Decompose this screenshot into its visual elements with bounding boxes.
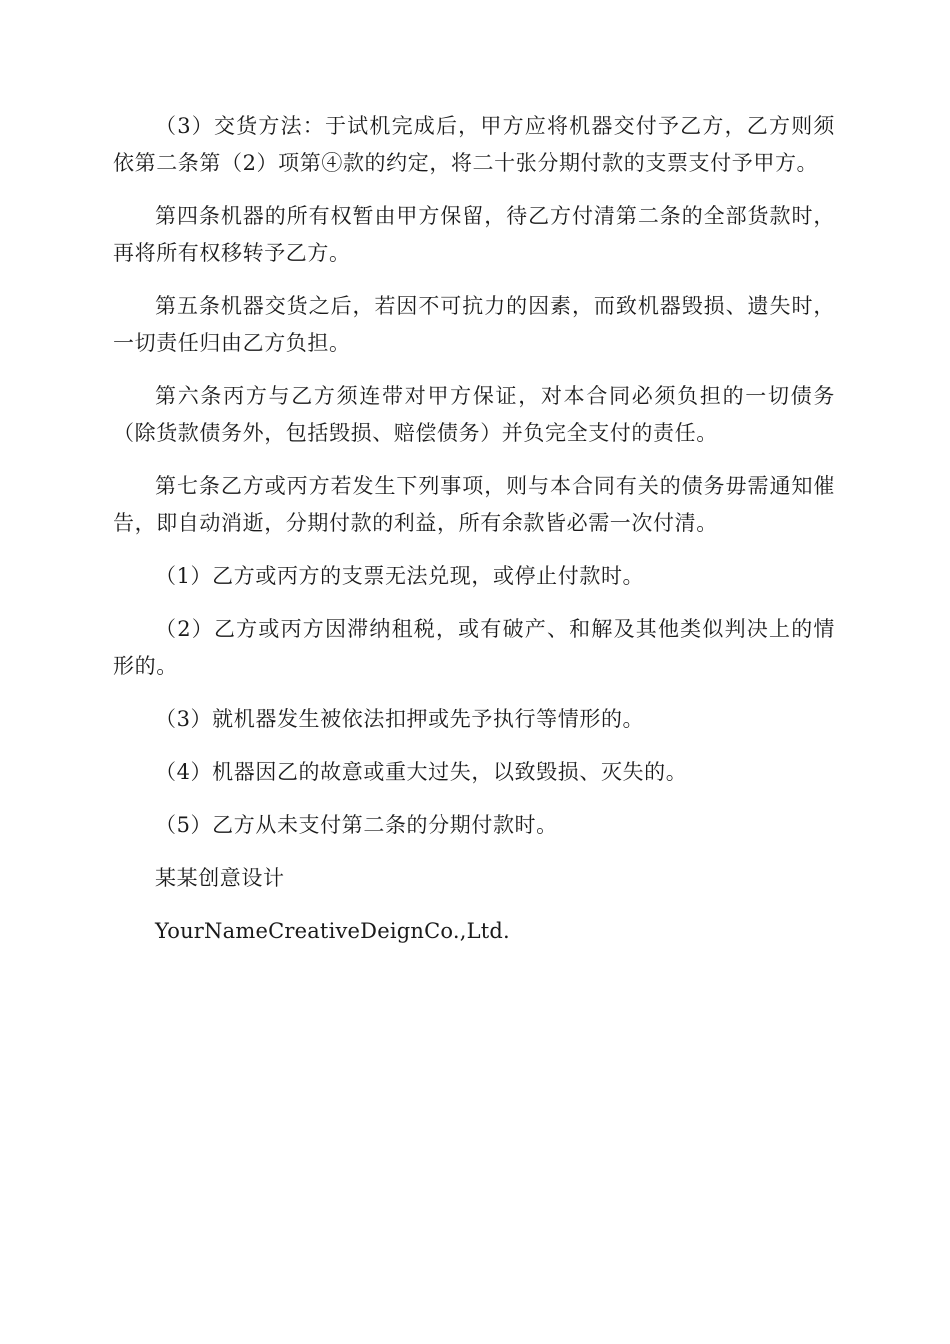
clause-7-item-1: （1）乙方或丙方的支票无法兑现，或停止付款时。: [155, 564, 645, 588]
document-body: [113, 108, 835, 966]
clause-7-acceleration: 第七条乙方或丙方若发生下列事项，则与本合同有关的债务毋需通知催告，即自动消逝，分期付款的利益，所有余款皆必需一次付清。: [113, 474, 835, 535]
clause-7-item-3: （3）就机器发生被依法扣押或先予执行等情形的。: [155, 707, 645, 731]
company-name-en: YourNameCreativeDeignCo.,Ltd.: [155, 919, 510, 943]
clause-7-item-4: （4）机器因乙的故意或重大过失，以致毁损、灭失的。: [155, 760, 688, 784]
company-name-cn: 某某创意设计: [155, 866, 285, 890]
clause-4-ownership: 第四条机器的所有权暂由甲方保留，待乙方付清第二条的全部货款时，再将所有权移转予乙方。: [113, 204, 835, 265]
clause-6-guarantee: 第六条丙方与乙方须连带对甲方保证，对本合同必须负担的一切债务（除货款债务外，包括毁损、赔偿债务）并负完全支付的责任。: [113, 384, 835, 445]
clause-3-3-delivery-method: （3）交货方法：于试机完成后，甲方应将机器交付予乙方，乙方则须依第二条第（2）项第④款的约定，将二十张分期付款的支票支付予甲方。: [113, 114, 835, 175]
clause-7-item-2: （2）乙方或丙方因滞纳租税，或有破产、和解及其他类似判决上的情形的。: [113, 617, 835, 678]
clause-7-item-5: （5）乙方从未支付第二条的分期付款时。: [155, 813, 558, 837]
clause-5-risk: 第五条机器交货之后，若因不可抗力的因素，而致机器毁损、遗失时，一切责任归由乙方负担。: [113, 294, 835, 355]
